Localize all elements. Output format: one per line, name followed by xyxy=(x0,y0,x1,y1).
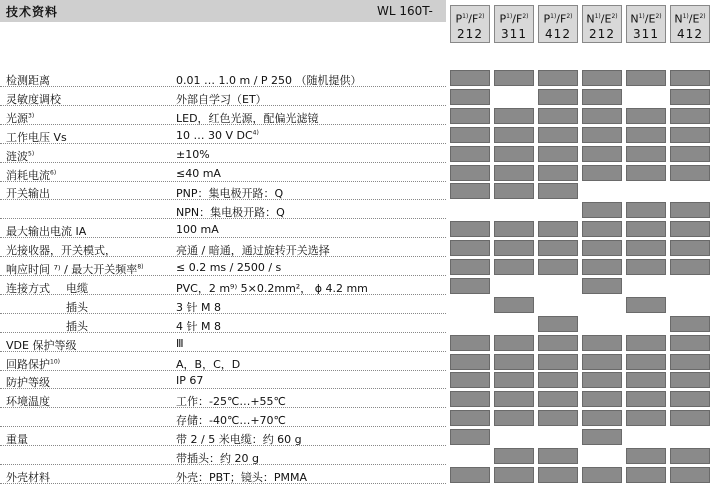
spec-label: 防护等级 xyxy=(6,376,50,390)
availability-cell xyxy=(450,183,490,199)
spec-label: 响应时间 ⁷⁾ / 最大开关频率$^{8)}$ xyxy=(6,263,144,276)
footnote-mark: 6) xyxy=(50,168,57,176)
availability-cell xyxy=(494,70,534,86)
spec-sublabel: 电缆 xyxy=(66,281,88,295)
spec-value: ≤ 0.2 ms / 2500 / s xyxy=(176,261,282,274)
spec-value: 带插头：约 20 g xyxy=(176,452,259,465)
availability-cell xyxy=(626,70,666,86)
availability-cell xyxy=(670,259,710,275)
availability-cell xyxy=(582,221,622,237)
spec-value: A，B，C，D xyxy=(176,357,241,371)
availability-cell xyxy=(494,372,534,388)
column-header-output: /E xyxy=(688,12,700,26)
column-header-footnote: 2) xyxy=(478,13,485,20)
availability-cell xyxy=(582,127,622,143)
availability-cell xyxy=(626,165,666,181)
availability-cell xyxy=(626,335,666,351)
spec-row xyxy=(0,88,446,106)
availability-cell xyxy=(450,108,490,124)
spec-row xyxy=(0,296,446,314)
availability-cell xyxy=(626,448,666,464)
spec-value: 带 2 / 5 米电缆：约 60 g xyxy=(176,433,302,447)
column-header xyxy=(582,5,622,43)
availability-cell xyxy=(494,467,534,483)
availability-cell xyxy=(450,429,490,445)
availability-cell xyxy=(494,127,534,143)
availability-cell xyxy=(494,146,534,162)
availability-cell xyxy=(582,108,622,124)
availability-cell xyxy=(582,335,622,351)
availability-cell xyxy=(582,278,622,294)
column-header-footnote: 2) xyxy=(566,13,573,20)
availability-cell xyxy=(582,165,622,181)
spec-label: 回路保护$^{10)}$ xyxy=(6,357,60,371)
availability-cell xyxy=(450,221,490,237)
column-header-footnote: 1) xyxy=(550,13,557,20)
availability-cell xyxy=(670,410,710,426)
availability-cell xyxy=(494,221,534,237)
spec-row xyxy=(0,334,446,352)
spec-label: VDE 保护等级 xyxy=(6,338,77,352)
column-header-code: 212 xyxy=(589,26,615,41)
availability-cell xyxy=(538,146,578,162)
column-header-variant xyxy=(671,9,709,27)
spec-value: 10 … 30 V DC$^{4)}$ xyxy=(176,128,259,142)
column-header-letter: P xyxy=(455,12,463,26)
availability-cell xyxy=(450,70,490,86)
availability-cell xyxy=(494,448,534,464)
availability-cell xyxy=(626,410,666,426)
availability-cell xyxy=(582,410,622,426)
spec-label: 开关输出 xyxy=(6,187,50,201)
spec-row xyxy=(0,390,446,408)
availability-cell xyxy=(582,467,622,483)
availability-cell xyxy=(582,372,622,388)
column-header-variant xyxy=(627,9,665,27)
spec-row xyxy=(0,182,446,200)
availability-cell xyxy=(494,183,534,199)
column-header-code: 212 xyxy=(457,26,483,41)
column-header-letter: N xyxy=(586,12,595,26)
column-header xyxy=(450,5,490,43)
footnote-mark: 10) xyxy=(50,357,60,365)
availability-cell xyxy=(494,240,534,256)
availability-cell xyxy=(538,448,578,464)
column-header xyxy=(670,5,710,43)
availability-cell xyxy=(626,240,666,256)
column-header-variant xyxy=(451,9,489,27)
spec-value: LED，红色光源，配偏光滤镜 xyxy=(176,111,319,125)
availability-cell xyxy=(670,70,710,86)
availability-cell xyxy=(538,316,578,332)
footnote-mark: 3) xyxy=(28,112,35,120)
availability-cell xyxy=(670,108,710,124)
spec-label: 消耗电流$^{6)}$ xyxy=(6,168,57,182)
spec-row xyxy=(0,315,446,333)
availability-cell xyxy=(450,278,490,294)
availability-cell xyxy=(538,165,578,181)
spec-row xyxy=(0,447,446,465)
column-header-output: /E xyxy=(600,12,612,26)
header-bar xyxy=(0,0,446,22)
availability-cell xyxy=(494,259,534,275)
spec-label: 最大输出电流 IA xyxy=(6,225,87,239)
spec-row xyxy=(0,220,446,238)
spec-value: 3 针 M 8 xyxy=(176,300,221,314)
spec-label: 光源$^{3)}$ xyxy=(6,111,35,125)
availability-cell xyxy=(670,146,710,162)
availability-cell xyxy=(538,127,578,143)
availability-cell xyxy=(494,165,534,181)
availability-cell xyxy=(582,240,622,256)
availability-cell xyxy=(538,410,578,426)
availability-cell xyxy=(450,467,490,483)
availability-cell xyxy=(450,391,490,407)
availability-cell xyxy=(582,429,622,445)
availability-cell xyxy=(494,108,534,124)
spec-value: Ⅲ xyxy=(176,336,184,350)
availability-cell xyxy=(450,259,490,275)
column-header-output: /E xyxy=(644,12,656,26)
availability-cell xyxy=(538,89,578,105)
availability-cell xyxy=(538,70,578,86)
availability-cell xyxy=(538,354,578,370)
spec-row xyxy=(0,239,446,257)
availability-cell xyxy=(494,335,534,351)
availability-cell xyxy=(538,372,578,388)
availability-cell xyxy=(670,202,710,218)
column-header-footnote: 2) xyxy=(611,13,618,20)
spec-row xyxy=(0,164,446,182)
availability-cell xyxy=(538,335,578,351)
column-header-footnote: 1) xyxy=(638,13,645,20)
spec-value: ±10% xyxy=(176,147,210,161)
availability-cell xyxy=(670,372,710,388)
availability-cell xyxy=(582,391,622,407)
spec-row xyxy=(0,409,446,427)
spec-label: 涟波$^{5)}$ xyxy=(6,149,35,163)
column-header-letter: P xyxy=(499,12,507,26)
availability-cell xyxy=(670,467,710,483)
availability-cell xyxy=(538,240,578,256)
spec-value: 0.01 … 1.0 m / P 250 （随机提供） xyxy=(176,74,362,87)
spec-row xyxy=(0,428,446,446)
availability-cell xyxy=(626,354,666,370)
spec-label: 外壳材料 xyxy=(6,470,50,484)
availability-cell xyxy=(538,259,578,275)
column-header-code: 311 xyxy=(633,26,659,41)
column-header-variant xyxy=(583,9,621,27)
model-number: WL 160T- xyxy=(377,4,433,18)
column-header xyxy=(538,5,578,43)
availability-cell xyxy=(538,391,578,407)
column-header-letter: N xyxy=(630,12,639,26)
availability-cell xyxy=(450,335,490,351)
spec-value: 存储：-40℃…+70℃ xyxy=(176,414,286,428)
availability-cell xyxy=(626,202,666,218)
availability-cell xyxy=(670,240,710,256)
spec-row xyxy=(0,69,446,87)
availability-cell xyxy=(538,108,578,124)
availability-cell xyxy=(450,89,490,105)
availability-cell xyxy=(494,410,534,426)
availability-cell xyxy=(626,372,666,388)
spec-value: 4 针 M 8 xyxy=(176,319,221,333)
availability-cell xyxy=(450,146,490,162)
spec-sublabel: 插头 xyxy=(66,319,88,333)
availability-cell xyxy=(626,108,666,124)
spec-value: ≤40 mA xyxy=(176,166,221,180)
spec-value: 工作：-25℃…+55℃ xyxy=(176,395,286,409)
spec-label: 连接方式 xyxy=(6,281,50,295)
availability-cell xyxy=(670,391,710,407)
spec-label: 工作电压 Vs xyxy=(6,130,67,144)
availability-cell xyxy=(670,89,710,105)
column-header-output: /F xyxy=(512,12,523,26)
spec-row xyxy=(0,277,446,295)
column-header-footnote: 2) xyxy=(522,13,529,20)
column-header-code: 412 xyxy=(545,26,571,41)
spec-label: 光接收器，开关模式， xyxy=(6,244,116,258)
availability-cell xyxy=(582,70,622,86)
availability-cell xyxy=(494,354,534,370)
availability-cell xyxy=(538,221,578,237)
spec-row xyxy=(0,353,446,371)
availability-cell xyxy=(670,221,710,237)
spec-value: 100 mA xyxy=(176,223,219,237)
spec-label: 检测距离 xyxy=(6,74,50,87)
availability-cell xyxy=(582,354,622,370)
availability-cell xyxy=(670,354,710,370)
availability-cell xyxy=(450,165,490,181)
column-header-footnote: 1) xyxy=(682,13,689,20)
spec-value: IP 67 xyxy=(176,374,204,388)
spec-row xyxy=(0,258,446,276)
spec-label: 重量 xyxy=(6,433,28,447)
footnote-mark: 5) xyxy=(28,149,35,157)
column-header-variant xyxy=(495,9,533,27)
footnote-mark: 8) xyxy=(137,263,144,271)
column-header-footnote: 2) xyxy=(655,13,662,20)
spec-value: NPN：集电极开路：Q xyxy=(176,206,285,220)
availability-cell xyxy=(538,467,578,483)
spec-row xyxy=(0,145,446,163)
column-header xyxy=(494,5,534,43)
column-header-variant xyxy=(539,9,577,27)
column-header xyxy=(626,5,666,43)
availability-cell xyxy=(494,297,534,313)
page-title: 技术资料 xyxy=(6,5,59,19)
availability-cell xyxy=(582,202,622,218)
column-header-code: 311 xyxy=(501,26,527,41)
column-header-output: /F xyxy=(556,12,567,26)
column-header-footnote: 2) xyxy=(699,13,706,20)
availability-cell xyxy=(450,127,490,143)
column-header-letter: N xyxy=(674,12,683,26)
availability-cell xyxy=(494,391,534,407)
availability-cell xyxy=(582,146,622,162)
spec-value: PNP：集电极开路：Q xyxy=(176,187,284,201)
column-header-output: /F xyxy=(468,12,479,26)
column-header-footnote: 1) xyxy=(506,13,513,20)
availability-cell xyxy=(670,335,710,351)
availability-cell xyxy=(450,410,490,426)
availability-cell xyxy=(626,221,666,237)
availability-cell xyxy=(626,146,666,162)
availability-cell xyxy=(670,316,710,332)
availability-cell xyxy=(450,240,490,256)
spec-row xyxy=(0,126,446,144)
availability-cell xyxy=(626,259,666,275)
spec-row xyxy=(0,107,446,125)
availability-cell xyxy=(670,127,710,143)
column-header-code: 412 xyxy=(677,26,703,41)
spec-sublabel: 插头 xyxy=(66,300,88,314)
availability-cell xyxy=(582,259,622,275)
spec-row xyxy=(0,466,446,484)
spec-value: 外壳：PBT；镜头：PMMA xyxy=(176,470,308,484)
spec-label: 灵敏度调校 xyxy=(6,92,61,106)
availability-cell xyxy=(626,297,666,313)
availability-cell xyxy=(538,183,578,199)
spec-value: 亮通 / 暗通，通过旋转开关选择 xyxy=(176,244,330,258)
footnote-mark: 4) xyxy=(252,129,259,137)
availability-cell xyxy=(670,448,710,464)
availability-cell xyxy=(670,165,710,181)
availability-cell xyxy=(450,354,490,370)
spec-row xyxy=(0,201,446,219)
availability-cell xyxy=(582,89,622,105)
spec-value: PVC，2 m⁹⁾ 5×0.2mm²， ϕ 4.2 mm xyxy=(176,281,368,295)
availability-cell xyxy=(626,391,666,407)
availability-cell xyxy=(626,467,666,483)
column-header-footnote: 1) xyxy=(594,13,601,20)
spec-label: 环境温度 xyxy=(6,395,50,409)
column-header-letter: P xyxy=(543,12,551,26)
availability-cell xyxy=(450,372,490,388)
spec-value: 外部自学习（ET） xyxy=(176,92,267,106)
availability-cell xyxy=(626,127,666,143)
spec-row xyxy=(0,371,446,389)
column-header-footnote: 1) xyxy=(462,13,469,20)
